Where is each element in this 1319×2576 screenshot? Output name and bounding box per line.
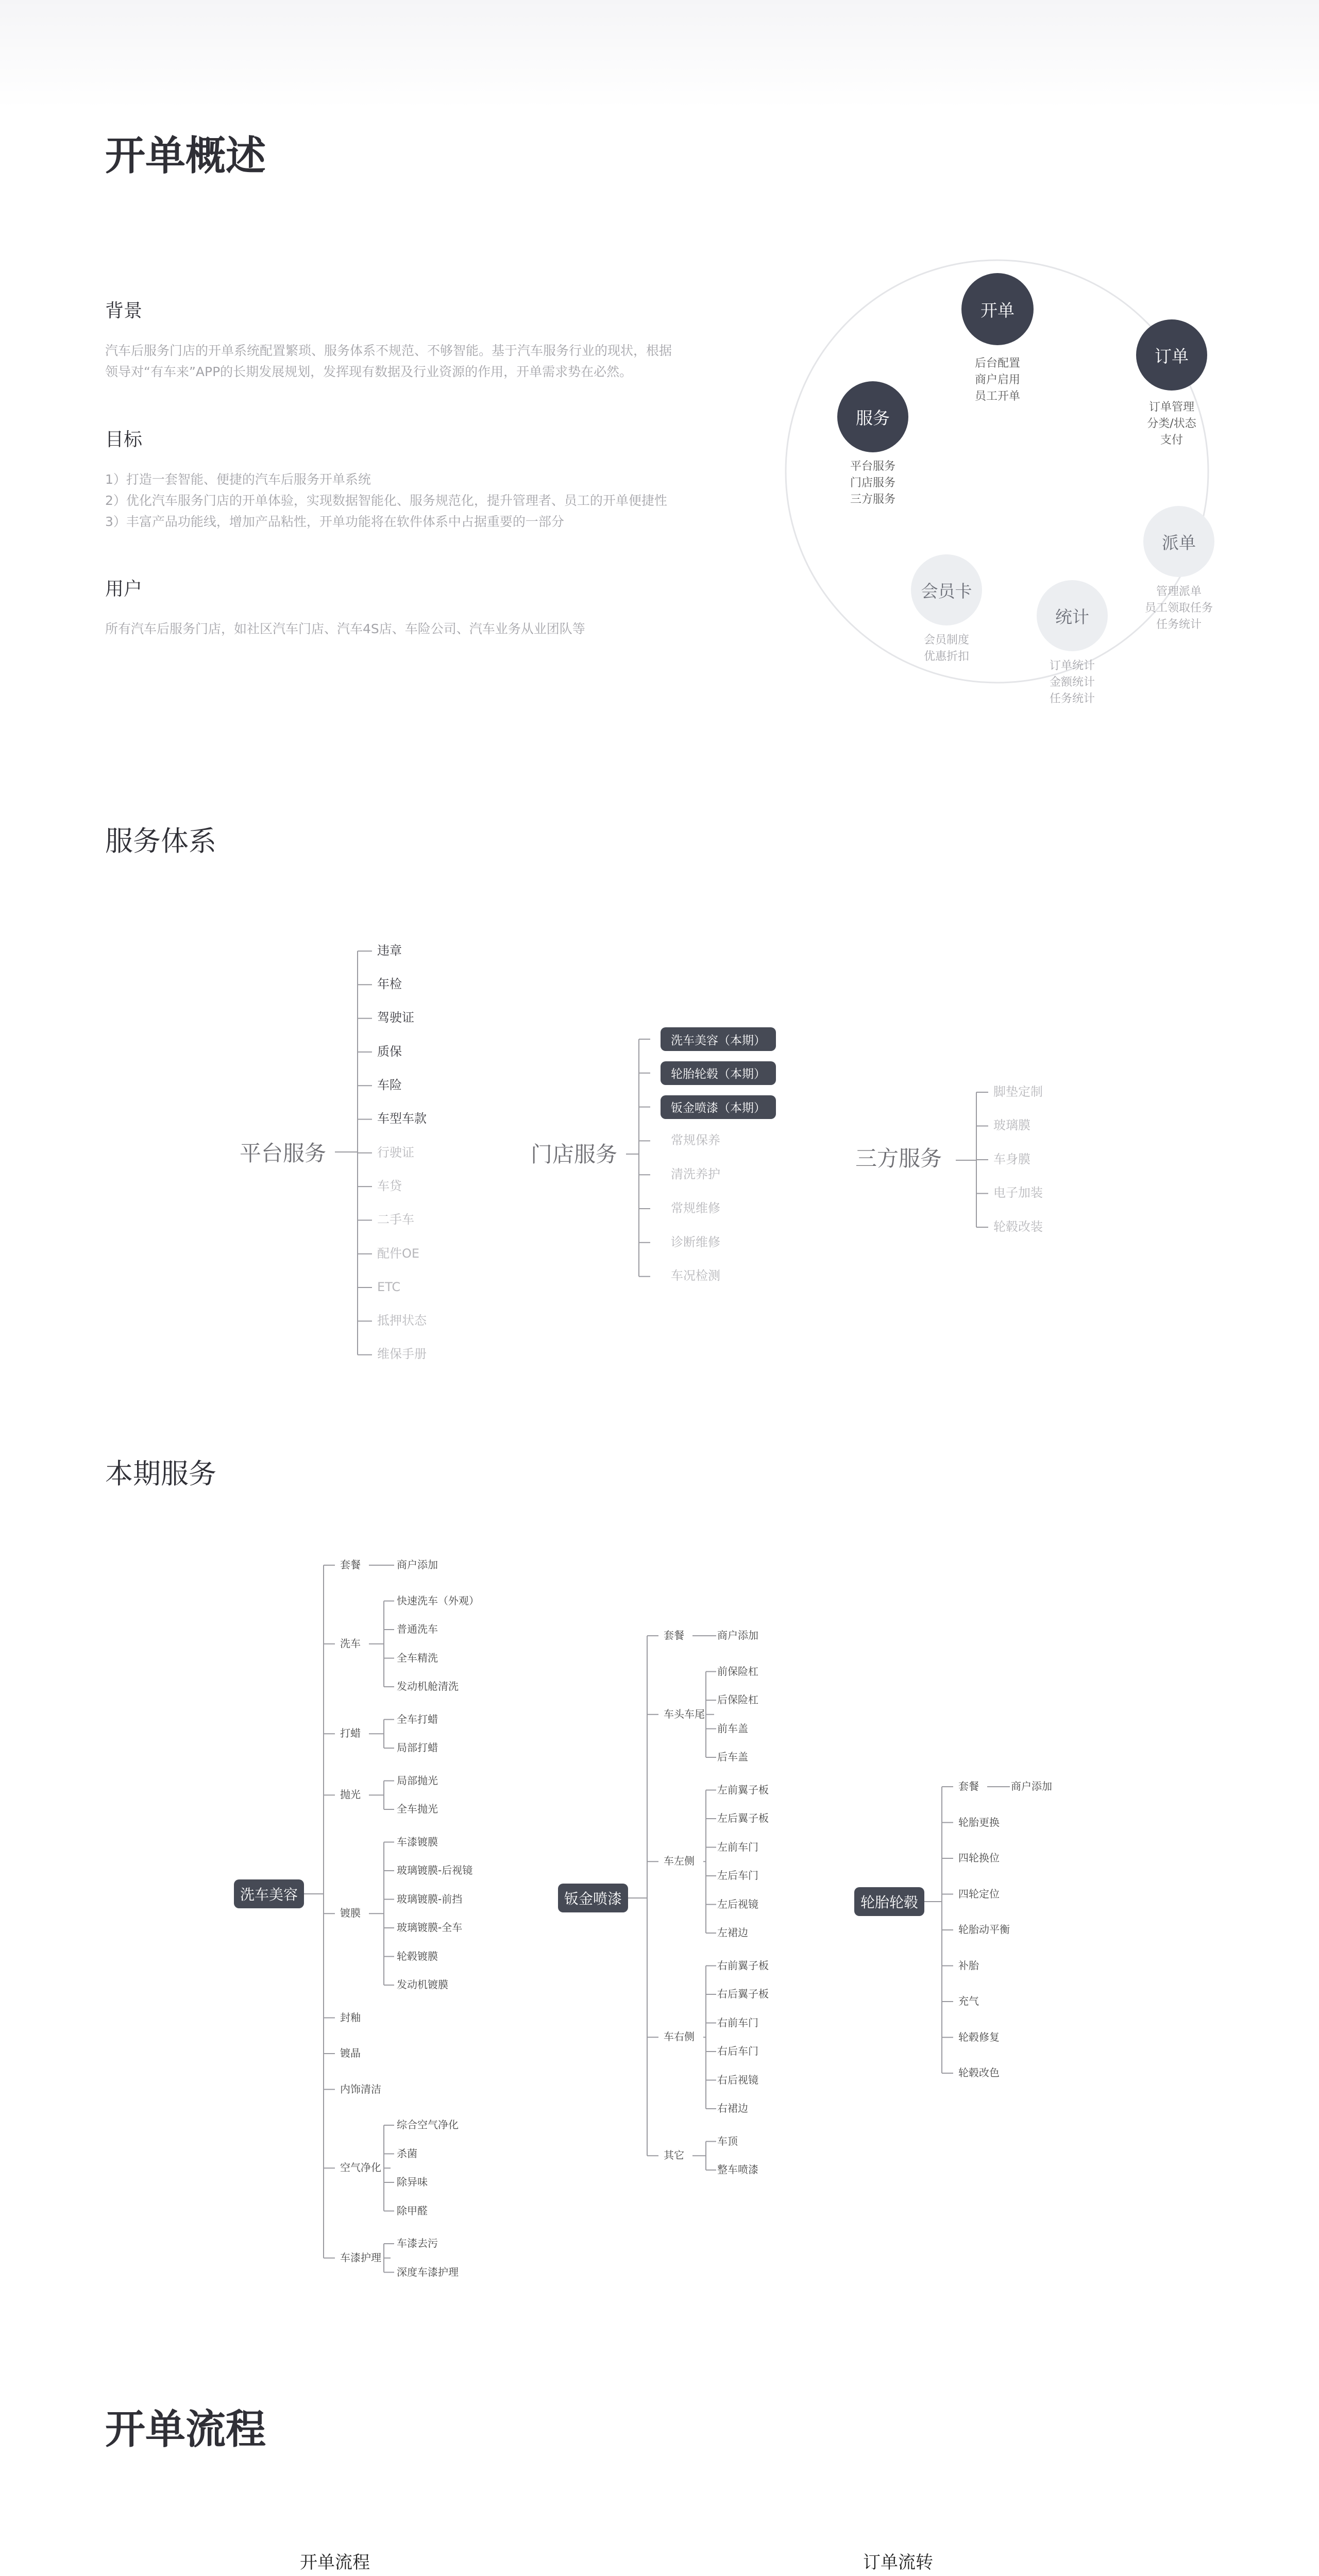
store-item: 诊断维修 xyxy=(671,1234,720,1249)
platform-item: 车险 xyxy=(377,1078,402,1092)
store-item-current: 轮胎轮毂（本期） xyxy=(661,1061,776,1085)
group-item: 抛光 xyxy=(340,1788,361,1801)
child-item: 全车精洗 xyxy=(397,1651,438,1664)
sheet-paint-root: 钣金喷漆 xyxy=(558,1884,628,1912)
group-item: 封釉 xyxy=(340,2011,361,2024)
child-item: 左后车门 xyxy=(717,1869,758,1882)
third-party-item: 电子加装 xyxy=(993,1185,1043,1200)
store-item: 常规维修 xyxy=(671,1200,720,1215)
child-item: 车漆镀膜 xyxy=(397,1835,438,1848)
overview-title: 开单概述 xyxy=(105,133,266,179)
group-item: 洗车 xyxy=(340,1637,361,1650)
child-item: 除异味 xyxy=(397,2176,428,2188)
child-item: 车漆去污 xyxy=(397,2237,438,2249)
child-item: 综合空气净化 xyxy=(397,2119,459,2131)
user-heading: 用户 xyxy=(105,579,143,600)
user-text: 所有汽车后服务门店，如社区汽车门店、汽车4S店、车险公司、汽车业务从业团队等 xyxy=(105,621,585,636)
group-item: 轮胎更换 xyxy=(958,1816,1000,1828)
child-item: 局部抛光 xyxy=(397,1774,438,1787)
store-service-label: 门店服务 xyxy=(531,1142,618,1167)
third-party-service-label: 三方服务 xyxy=(855,1146,942,1171)
store-item-current: 钣金喷漆（本期） xyxy=(661,1095,776,1119)
child-item: 普通洗车 xyxy=(397,1623,438,1635)
group-item: 车右侧 xyxy=(664,2030,695,2043)
platform-item: 抵押状态 xyxy=(377,1313,427,1328)
group-item: 车左侧 xyxy=(664,1855,695,1868)
platform-service-label: 平台服务 xyxy=(240,1141,327,1166)
child-item: 玻璃镀膜-全车 xyxy=(397,1921,463,1934)
cycle-caption-service: 平台服务 门店服务 三方服务 xyxy=(850,460,895,506)
cycle-caption-dispatch: 管理派单 员工领取任务 任务统计 xyxy=(1144,585,1213,631)
child-item: 深度车漆护理 xyxy=(397,2265,459,2278)
group-item: 镀膜 xyxy=(340,1907,361,1920)
group-item: 打蜡 xyxy=(340,1727,361,1740)
child-item: 杀菌 xyxy=(397,2147,417,2160)
platform-item: 质保 xyxy=(377,1044,402,1059)
group-item: 空气净化 xyxy=(340,2161,381,2174)
group-item: 补胎 xyxy=(958,1959,979,1972)
child-item: 后车盖 xyxy=(717,1751,748,1763)
cycle-node-member-card: 会员卡 xyxy=(911,554,982,625)
child-item: 右后车门 xyxy=(717,2045,758,2057)
child-item: 整车喷漆 xyxy=(717,2163,758,2176)
child-item: 发动机舱清洗 xyxy=(397,1680,459,1692)
child-item: 快速洗车（外观） xyxy=(397,1594,479,1607)
child-item: 商户添加 xyxy=(1011,1780,1052,1792)
platform-item: 维保手册 xyxy=(377,1347,427,1362)
goal-heading: 目标 xyxy=(105,429,143,450)
child-item: 除甲醛 xyxy=(397,2204,428,2217)
child-item: 左前车门 xyxy=(717,1840,758,1853)
group-item: 镀晶 xyxy=(340,2047,361,2059)
group-item: 轮胎动平衡 xyxy=(958,1923,1010,1936)
child-item: 左后翼子板 xyxy=(717,1812,769,1824)
background-heading: 背景 xyxy=(105,300,143,321)
right-flow-title: 订单流转 xyxy=(863,2552,933,2573)
tire-wheel-root: 轮胎轮毂 xyxy=(854,1887,924,1916)
store-item-current: 洗车美容（本期） xyxy=(661,1027,776,1051)
child-item: 右前车门 xyxy=(717,2016,758,2029)
child-item: 轮毂镀膜 xyxy=(397,1950,438,1962)
child-item: 后保险杠 xyxy=(717,1693,758,1706)
child-item: 前车盖 xyxy=(717,1722,748,1735)
cycle-node-dispatch: 派单 xyxy=(1143,506,1214,577)
third-party-item: 脚垫定制 xyxy=(993,1084,1043,1099)
platform-item: 配件OE xyxy=(377,1246,420,1261)
child-item: 左后视镜 xyxy=(717,1897,758,1910)
platform-item: 二手车 xyxy=(377,1212,414,1227)
platform-item: 车型车款 xyxy=(377,1111,427,1126)
child-item: 右后视镜 xyxy=(717,2073,758,2086)
group-item: 其它 xyxy=(664,2149,684,2162)
child-item: 车顶 xyxy=(717,2134,738,2147)
third-party-item: 玻璃膜 xyxy=(993,1118,1030,1133)
group-item: 套餐 xyxy=(958,1780,979,1792)
store-item: 车况检测 xyxy=(671,1268,720,1283)
cycle-caption-stats: 订单统计 金额统计 任务统计 xyxy=(1049,659,1095,705)
platform-item: 驾驶证 xyxy=(377,1010,414,1025)
cycle-node-stats: 统计 xyxy=(1037,580,1108,651)
platform-item: 行驶证 xyxy=(377,1145,414,1160)
cycle-node-open-order: 开单 xyxy=(961,273,1034,345)
child-item: 右裙边 xyxy=(717,2102,748,2114)
store-item: 清洗养护 xyxy=(671,1167,720,1181)
goal-text: 1）打造一套智能、便捷的汽车后服务开单系统 2）优化汽车服务门店的开单体验，实现数据智能化、服务规范化，提升管理者、员工的开单便捷性 3）丰富产品功能线，增加产品粘性，开单功能将在软件体系中占据重要的一部分 xyxy=(105,472,667,529)
child-item: 发动机镀膜 xyxy=(397,1978,448,1991)
child-item: 玻璃镀膜-前挡 xyxy=(397,1892,463,1905)
child-item: 局部打蜡 xyxy=(397,1741,438,1754)
cycle-node-service: 服务 xyxy=(837,381,908,452)
child-item: 右后翼子板 xyxy=(717,1988,769,2000)
left-flow-title: 开单流程 xyxy=(300,2552,370,2573)
group-item: 内饰清洁 xyxy=(340,2082,381,2095)
group-item: 四轮换位 xyxy=(958,1852,1000,1864)
platform-item: 年检 xyxy=(377,977,402,992)
group-item: 充气 xyxy=(958,1995,979,2007)
background-text: 汽车后服务门店的开单系统配置繁琐、服务体系不规范、不够智能。基于汽车服务行业的现状，根据 领导对“有车来”APP的长期发展规划，发挥现有数据及行业资源的作用，开单需求势在必然。 xyxy=(105,343,672,379)
child-item: 前保险杠 xyxy=(717,1665,758,1677)
child-item: 右前翼子板 xyxy=(717,1959,769,1972)
group-item: 四轮定位 xyxy=(958,1887,1000,1900)
group-item: 套餐 xyxy=(340,1558,361,1571)
service-system-title: 服务体系 xyxy=(105,825,216,857)
group-item: 轮毂改色 xyxy=(958,2066,1000,2079)
group-item: 套餐 xyxy=(664,1629,684,1641)
child-item: 全车抛光 xyxy=(397,1803,438,1815)
child-item: 商户添加 xyxy=(717,1629,758,1641)
cycle-node-order: 订单 xyxy=(1136,319,1207,391)
platform-item: 违章 xyxy=(377,943,402,958)
child-item: 左前翼子板 xyxy=(717,1783,769,1796)
child-item: 商户添加 xyxy=(397,1558,438,1571)
group-item: 轮毂修复 xyxy=(958,2030,1000,2043)
platform-item: ETC xyxy=(377,1279,401,1294)
third-party-item: 车身膜 xyxy=(993,1151,1030,1166)
store-item: 常规保养 xyxy=(671,1133,720,1148)
group-item: 车头车尾 xyxy=(664,1707,705,1720)
child-item: 左裙边 xyxy=(717,1926,748,1939)
child-item: 全车打蜡 xyxy=(397,1713,438,1725)
cycle-caption-order: 订单管理 分类/状态 支付 xyxy=(1147,401,1196,447)
flow-title: 开单流程 xyxy=(105,2406,266,2453)
cycle-caption-open-order: 后台配置 商户启用 员工开单 xyxy=(974,357,1020,403)
current-services-title: 本期服务 xyxy=(105,1458,216,1490)
wash-beauty-root: 洗车美容 xyxy=(234,1879,304,1908)
third-party-item: 轮毂改装 xyxy=(993,1219,1043,1234)
group-item: 车漆护理 xyxy=(340,2251,381,2264)
platform-item: 车贷 xyxy=(377,1178,402,1193)
child-item: 玻璃镀膜-后视镜 xyxy=(397,1864,473,1876)
cycle-caption-member-card: 会员制度 优惠折扣 xyxy=(923,634,969,663)
